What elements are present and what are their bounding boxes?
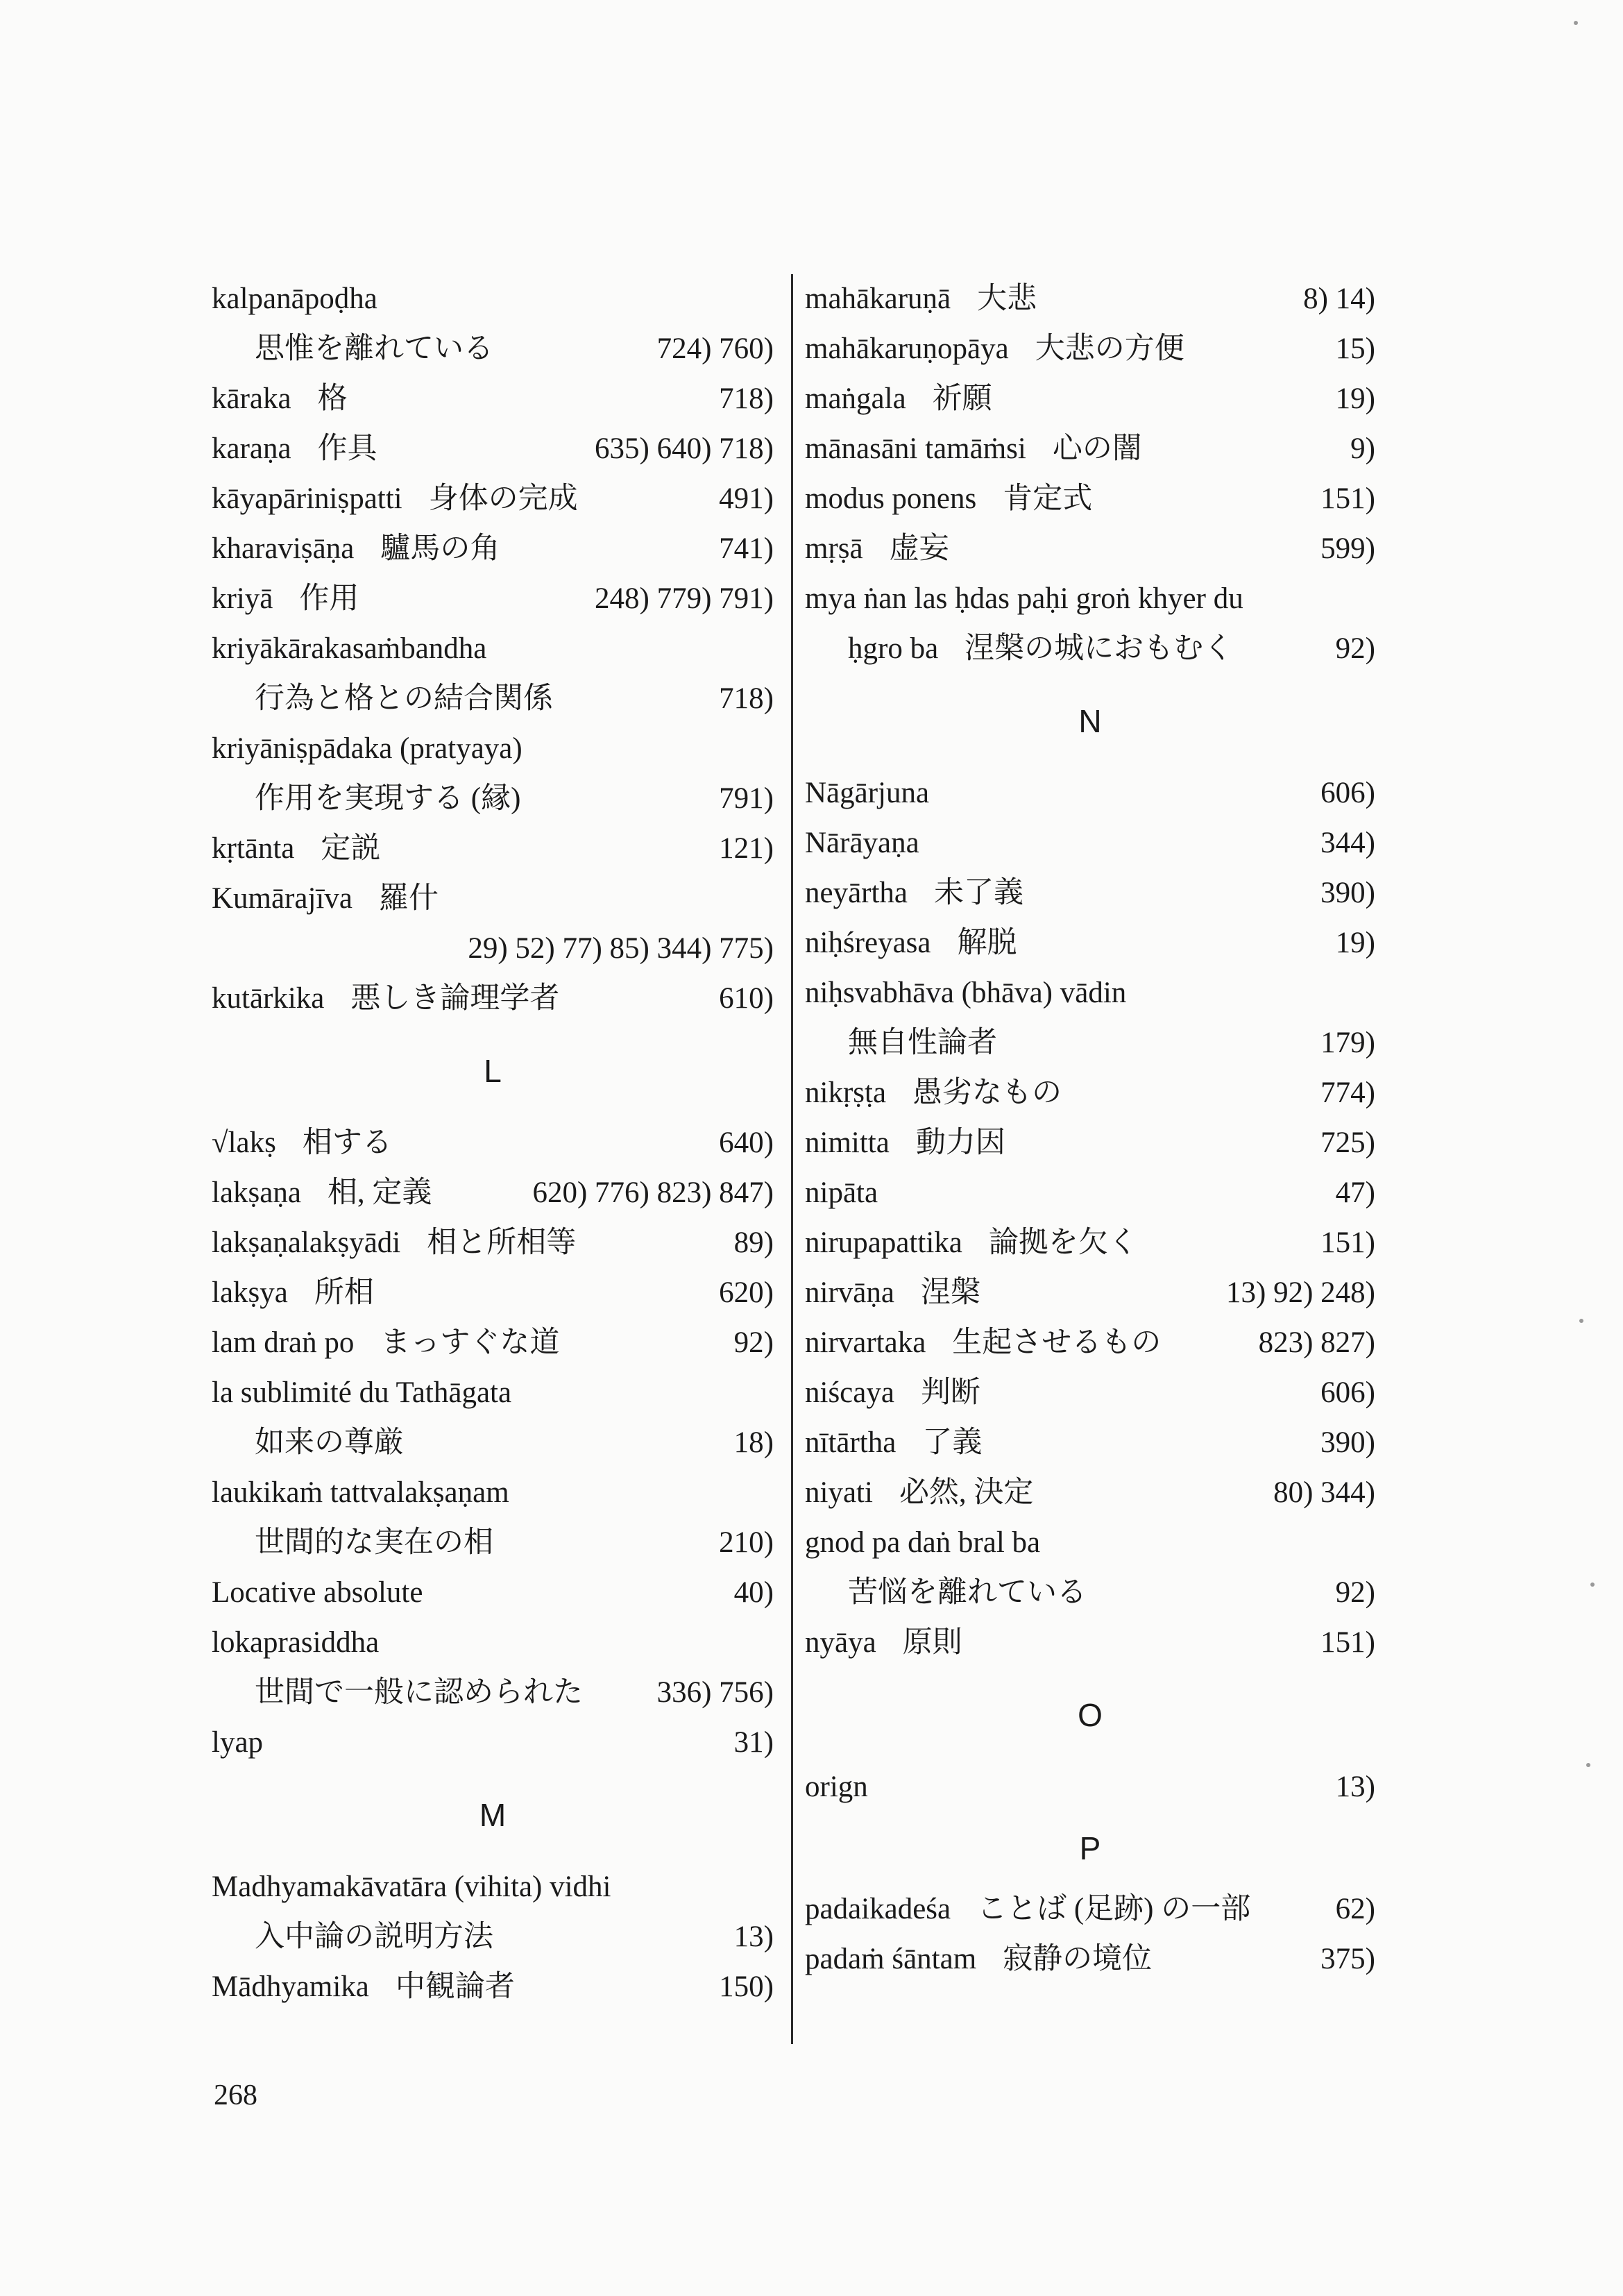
entry-references: 18) [733, 1426, 774, 1459]
entry-references: 80) 344) [1273, 1476, 1375, 1509]
entry-gloss: 悪しき論理学者 [350, 982, 560, 1015]
entry-references: 210) [719, 1526, 774, 1559]
entry-term: kharaviṣāṇa [212, 532, 355, 565]
index-entry [805, 424, 1375, 474]
entry-term: gnod pa daṅ bral ba [805, 1526, 1041, 1559]
entry-gloss: 寂静の境位 [1003, 1943, 1153, 1975]
entry-main [212, 1862, 611, 1912]
entry-term: kāraka [212, 382, 291, 415]
entry-references: 491) [719, 482, 774, 515]
entry-main [212, 1368, 511, 1418]
entry-term: niyati [805, 1476, 873, 1509]
entry-gloss: 解脱 [957, 927, 1017, 959]
entry-references: 47) [1335, 1176, 1375, 1209]
entry-term: kāyapāriniṣpatti [212, 482, 402, 515]
entry-main [255, 1418, 404, 1468]
index-entry [805, 1468, 1375, 1518]
entry-references: 390) [1320, 1426, 1375, 1459]
section-letter-heading: L [484, 1053, 502, 1089]
index-entry [805, 474, 1375, 524]
entry-main [848, 624, 1233, 674]
entry-references: 606) [1320, 1376, 1375, 1409]
entry-term: Locative absolute [212, 1576, 423, 1609]
entry-gloss: 生起させるもの [952, 1326, 1162, 1359]
entry-main [805, 1518, 1040, 1568]
index-entry [212, 1912, 774, 1962]
index-entry [805, 374, 1375, 424]
entry-term: laukikaṁ tattvalakṣaṇam [212, 1476, 509, 1509]
entry-term: Kumārajīva [212, 882, 352, 915]
entry-references: 791) [719, 782, 774, 815]
entry-main [805, 868, 1023, 918]
entry-term: orign [805, 1771, 868, 1803]
entry-main [212, 974, 559, 1024]
entry-references: 620) 776) 823) 847) [532, 1176, 774, 1209]
entry-references: 62) [1335, 1893, 1375, 1925]
entry-gloss: 思惟を離れている [255, 332, 493, 365]
entry-main [255, 1912, 493, 1962]
index-entry [805, 574, 1375, 624]
entry-term: mahākaruṇopāya [805, 332, 1009, 365]
index-entry [805, 918, 1375, 968]
entry-term: niḥśreyasa [805, 927, 931, 959]
index-entry [805, 1418, 1375, 1468]
entry-main [805, 1618, 962, 1668]
entry-main [848, 1568, 1087, 1618]
index-entry [212, 774, 774, 824]
entry-gloss: 世間的な実在の相 [255, 1526, 493, 1559]
entry-term: kriyāniṣpādaka (pratyaya) [212, 732, 522, 765]
entry-term: niḥsvabhāva (bhāva) vādin [805, 977, 1127, 1009]
entry-references: 89) [733, 1226, 774, 1259]
entry-term: lakṣaṇa [212, 1176, 301, 1209]
entry-gloss: 大悲 [977, 282, 1037, 315]
entry-term: nipāta [805, 1176, 878, 1209]
entry-main [805, 1168, 878, 1218]
entry-references: 13) [733, 1921, 774, 1953]
entry-references: 179) [1320, 1027, 1375, 1059]
entry-references: 9) [1350, 432, 1375, 465]
entry-gloss: 必然, 決定 [899, 1476, 1034, 1509]
entry-term: Mādhyamika [212, 1970, 369, 2003]
entry-main [805, 474, 1092, 524]
entry-gloss: 判断 [920, 1376, 980, 1409]
entry-term: nirupapattika [805, 1226, 962, 1259]
entry-term: modus ponens [805, 482, 977, 515]
entry-main [212, 574, 359, 624]
entry-main [805, 768, 929, 818]
scan-speck [1586, 1763, 1590, 1767]
entry-term: nyāya [805, 1626, 876, 1659]
entry-term: lakṣya [212, 1276, 288, 1309]
index-entry [212, 1318, 774, 1368]
entry-main [805, 968, 1126, 1018]
index-entry [805, 1368, 1375, 1418]
entry-main [805, 1318, 1161, 1368]
entry-main [805, 424, 1142, 474]
index-entry [212, 874, 774, 924]
entry-references: 151) [1320, 1626, 1375, 1659]
entry-gloss: 所相 [314, 1276, 374, 1309]
section-letter-heading: O [1078, 1697, 1103, 1733]
entry-main [212, 1962, 515, 2012]
entry-references: 718) [719, 382, 774, 415]
entry-main [212, 474, 578, 524]
entry-term: kalpanāpoḍha [212, 282, 377, 315]
entry-term: mahākaruṇā [805, 282, 951, 315]
entry-gloss: 作具 [317, 432, 377, 465]
entry-main [805, 1268, 980, 1318]
entry-term: kutārkika [212, 982, 325, 1015]
entry-main [805, 1068, 1062, 1118]
entry-term: lyap [212, 1726, 264, 1759]
entry-references: 13) 92) 248) [1226, 1276, 1375, 1309]
index-entry [212, 1962, 774, 2012]
index-entry [212, 1268, 774, 1318]
entry-main [255, 1668, 583, 1718]
entry-references: 40) [733, 1576, 774, 1609]
entry-references: 121) [719, 832, 774, 865]
entry-gloss: 苦悩を離れている [848, 1576, 1087, 1609]
entry-references: 640) [719, 1126, 774, 1159]
entry-term: nimitta [805, 1126, 890, 1159]
entry-main [848, 1018, 997, 1068]
entry-term: nītārtha [805, 1426, 897, 1459]
entry-references: 823) 827) [1258, 1326, 1375, 1359]
index-entry [212, 474, 774, 524]
entry-references: 248) 779) 791) [595, 582, 774, 615]
index-entry [805, 1884, 1375, 1934]
index-entry [212, 1518, 774, 1568]
entry-main [805, 524, 949, 574]
entry-references: 620) [719, 1276, 774, 1309]
index-entry [212, 1118, 774, 1168]
index-entry [212, 624, 774, 674]
entry-references: 92) [1335, 632, 1375, 665]
entry-gloss: 作用を実現する (縁) [255, 782, 521, 815]
entry-references: 599) [1320, 532, 1375, 565]
index-entry [212, 1568, 774, 1618]
index-entry [805, 1518, 1375, 1568]
entry-main [805, 1762, 868, 1812]
entry-term: Madhyamakāvatāra (vihita) vidhi [212, 1871, 611, 1903]
entry-references: 724) 760) [656, 332, 774, 365]
entry-references: 375) [1320, 1943, 1375, 1975]
entry-gloss: 作用 [299, 582, 359, 615]
entry-gloss: 如来の尊厳 [255, 1426, 404, 1459]
entry-gloss: 相, 定義 [327, 1176, 432, 1209]
entry-gloss: 心の闇 [1052, 432, 1142, 465]
entry-gloss: 肯定式 [1003, 482, 1093, 515]
index-column-left [212, 274, 774, 2012]
entry-references: 774) [1320, 1077, 1375, 1109]
entry-gloss: 定説 [321, 832, 381, 865]
entry-references: 336) 756) [656, 1676, 774, 1709]
index-entry [805, 1118, 1375, 1168]
entry-references: 29) 52) 77) 85) 344) 775) [468, 932, 774, 965]
entry-gloss: 未了義 [934, 877, 1024, 909]
column-divider [791, 274, 793, 2044]
index-entry [212, 1862, 774, 1912]
entry-references: 19) [1335, 927, 1375, 959]
index-entry [212, 1718, 774, 1768]
index-entry [805, 968, 1375, 1018]
index-entry [805, 1268, 1375, 1318]
index-entry [805, 1618, 1375, 1668]
entry-term: niścaya [805, 1376, 894, 1409]
index-entry [805, 1018, 1375, 1068]
entry-main [212, 274, 377, 324]
entry-references: 92) [1335, 1576, 1375, 1609]
entry-term: nikṛṣṭa [805, 1077, 887, 1109]
entry-gloss: 大悲の方便 [1035, 332, 1184, 365]
entry-main [805, 574, 1243, 624]
entry-references: 151) [1320, 1226, 1375, 1259]
entry-references: 8) 14) [1303, 282, 1375, 315]
entry-term: padaikadeśa [805, 1893, 951, 1925]
scan-speck [1574, 21, 1578, 25]
index-entry [805, 1568, 1375, 1618]
entry-term: kriyākārakasaṁbandha [212, 632, 487, 665]
entry-term: padaṁ śāntam [805, 1943, 977, 1975]
entry-main [212, 624, 486, 674]
entry-main [805, 1418, 982, 1468]
index-entry [805, 1762, 1375, 1812]
entry-term: kriyā [212, 582, 273, 615]
entry-main [805, 1218, 1138, 1268]
entry-main [212, 374, 348, 424]
entry-references: 151) [1320, 482, 1375, 515]
index-entry [212, 374, 774, 424]
index-entry [212, 1218, 774, 1268]
section-letter-heading: N [1078, 703, 1102, 739]
entry-term: nirvāṇa [805, 1276, 894, 1309]
entry-gloss: 驢馬の角 [380, 532, 500, 565]
index-entry [212, 424, 774, 474]
entry-references: 150) [719, 1970, 774, 2003]
entry-gloss: 論拠を欠く [988, 1226, 1138, 1259]
entry-term: maṅgala [805, 382, 906, 415]
entry-references: 741) [719, 532, 774, 565]
entry-main [255, 674, 553, 724]
entry-main [255, 1518, 493, 1568]
entry-main [212, 1218, 576, 1268]
entry-term: la sublimité du Tathāgata [212, 1376, 512, 1409]
entry-gloss: 行為と格との結合関係 [255, 682, 553, 715]
entry-main [805, 324, 1184, 374]
index-entry [805, 818, 1375, 868]
entry-gloss: 中観論者 [395, 1970, 515, 2003]
index-entry [805, 1068, 1375, 1118]
index-entry [212, 824, 774, 874]
entry-main [255, 774, 520, 824]
entry-term: Nārāyaṇa [805, 827, 919, 859]
section-letter-heading: M [479, 1797, 507, 1833]
entry-main [805, 374, 992, 424]
entry-references: 13) [1335, 1771, 1375, 1803]
entry-references: 15) [1335, 332, 1375, 365]
entry-main [212, 1468, 509, 1518]
index-entry [805, 868, 1375, 918]
entry-main [212, 824, 380, 874]
entry-gloss: まっすぐな道 [380, 1326, 560, 1359]
entry-term: nirvartaka [805, 1326, 926, 1359]
entry-references: 610) [719, 982, 774, 1015]
entry-main [805, 1884, 1250, 1934]
index-entry [212, 1468, 774, 1518]
entry-references: 725) [1320, 1126, 1375, 1159]
entry-main [212, 1318, 559, 1368]
entry-main [212, 874, 439, 924]
entry-term: mṛṣā [805, 532, 863, 565]
index-entry [805, 274, 1375, 324]
entry-gloss: 了義 [922, 1426, 983, 1459]
index-entry [805, 1934, 1375, 1984]
entry-gloss: 涅槃の城におもむく [965, 632, 1234, 665]
entry-gloss: 原則 [902, 1626, 962, 1659]
entry-main [805, 1934, 1152, 1984]
entry-term: ḥgro ba [848, 632, 939, 665]
index-entry [212, 724, 774, 774]
entry-gloss: ことば (足跡) の一部 [977, 1893, 1251, 1925]
entry-main [212, 724, 522, 774]
index-entry [805, 624, 1375, 674]
index-entry [212, 274, 774, 324]
entry-gloss: 祈願 [932, 382, 992, 415]
entry-term: karaṇa [212, 432, 291, 465]
entry-main [212, 1118, 392, 1168]
index-entry [805, 524, 1375, 574]
entry-gloss: 無自性論者 [848, 1027, 997, 1059]
index-entry [805, 1318, 1375, 1368]
entry-references: 31) [733, 1726, 774, 1759]
entry-gloss: 身体の完成 [428, 482, 578, 515]
entry-term: neyārtha [805, 877, 908, 909]
entry-gloss: 虚妄 [889, 532, 949, 565]
entry-main [212, 1268, 374, 1318]
entry-main [805, 918, 1017, 968]
entry-references: 344) [1320, 827, 1375, 859]
entry-main [212, 424, 377, 474]
index-entry [212, 524, 774, 574]
scan-speck [1579, 1319, 1583, 1323]
entry-main [805, 274, 1037, 324]
index-column-right [805, 274, 1375, 1984]
index-entry [805, 1218, 1375, 1268]
entry-gloss: 世間で一般に認められた [255, 1676, 583, 1709]
entry-main [212, 1618, 379, 1668]
entry-main [212, 1718, 263, 1768]
index-entry [212, 674, 774, 724]
entry-term: √lakṣ [212, 1126, 276, 1159]
entry-gloss: 羅什 [378, 882, 439, 915]
entry-references: 390) [1320, 877, 1375, 909]
index-entry [805, 324, 1375, 374]
entry-main [805, 818, 919, 868]
index-entry [212, 1668, 774, 1718]
entry-term: kṛtānta [212, 832, 295, 865]
index-entry [212, 974, 774, 1024]
entry-main [805, 1468, 1033, 1518]
index-entry [212, 1368, 774, 1418]
index-entry [212, 1418, 774, 1468]
entry-gloss: 涅槃 [920, 1276, 980, 1309]
entry-gloss: 動力因 [915, 1126, 1005, 1159]
entry-main [805, 1118, 1005, 1168]
index-entry [212, 324, 774, 374]
index-entry [212, 1168, 774, 1218]
page-number: 268 [214, 2079, 257, 2111]
entry-main [212, 1168, 432, 1218]
entry-references: 92) [733, 1326, 774, 1359]
section-letter-heading: P [1079, 1830, 1101, 1866]
index-entry [212, 574, 774, 624]
entry-main [212, 1568, 423, 1618]
entry-gloss: 相する [302, 1126, 392, 1159]
entry-term: mya ṅan las ḥdas paḥi groṅ khyer du [805, 582, 1243, 615]
entry-gloss: 格 [317, 382, 348, 415]
entry-main [212, 524, 500, 574]
entry-references: 635) 640) 718) [595, 432, 774, 465]
entry-term: lakṣaṇalakṣyādi [212, 1226, 401, 1259]
scan-speck [1590, 1582, 1595, 1587]
entry-term: lam draṅ po [212, 1326, 355, 1359]
index-entry [805, 768, 1375, 818]
entry-gloss: 入中論の説明方法 [255, 1921, 493, 1953]
index-entry [212, 1618, 774, 1668]
entry-references: 19) [1335, 382, 1375, 415]
entry-references: 718) [719, 682, 774, 715]
entry-main [255, 324, 493, 374]
entry-term: lokaprasiddha [212, 1626, 380, 1659]
entry-references: 606) [1320, 777, 1375, 809]
index-entry [805, 1168, 1375, 1218]
entry-gloss: 愚劣なもの [912, 1077, 1062, 1109]
index-entry [212, 924, 774, 974]
entry-term: Nāgārjuna [805, 777, 930, 809]
entry-main [805, 1368, 980, 1418]
entry-term: mānasāni tamāṁsi [805, 432, 1026, 465]
entry-gloss: 相と所相等 [427, 1226, 577, 1259]
